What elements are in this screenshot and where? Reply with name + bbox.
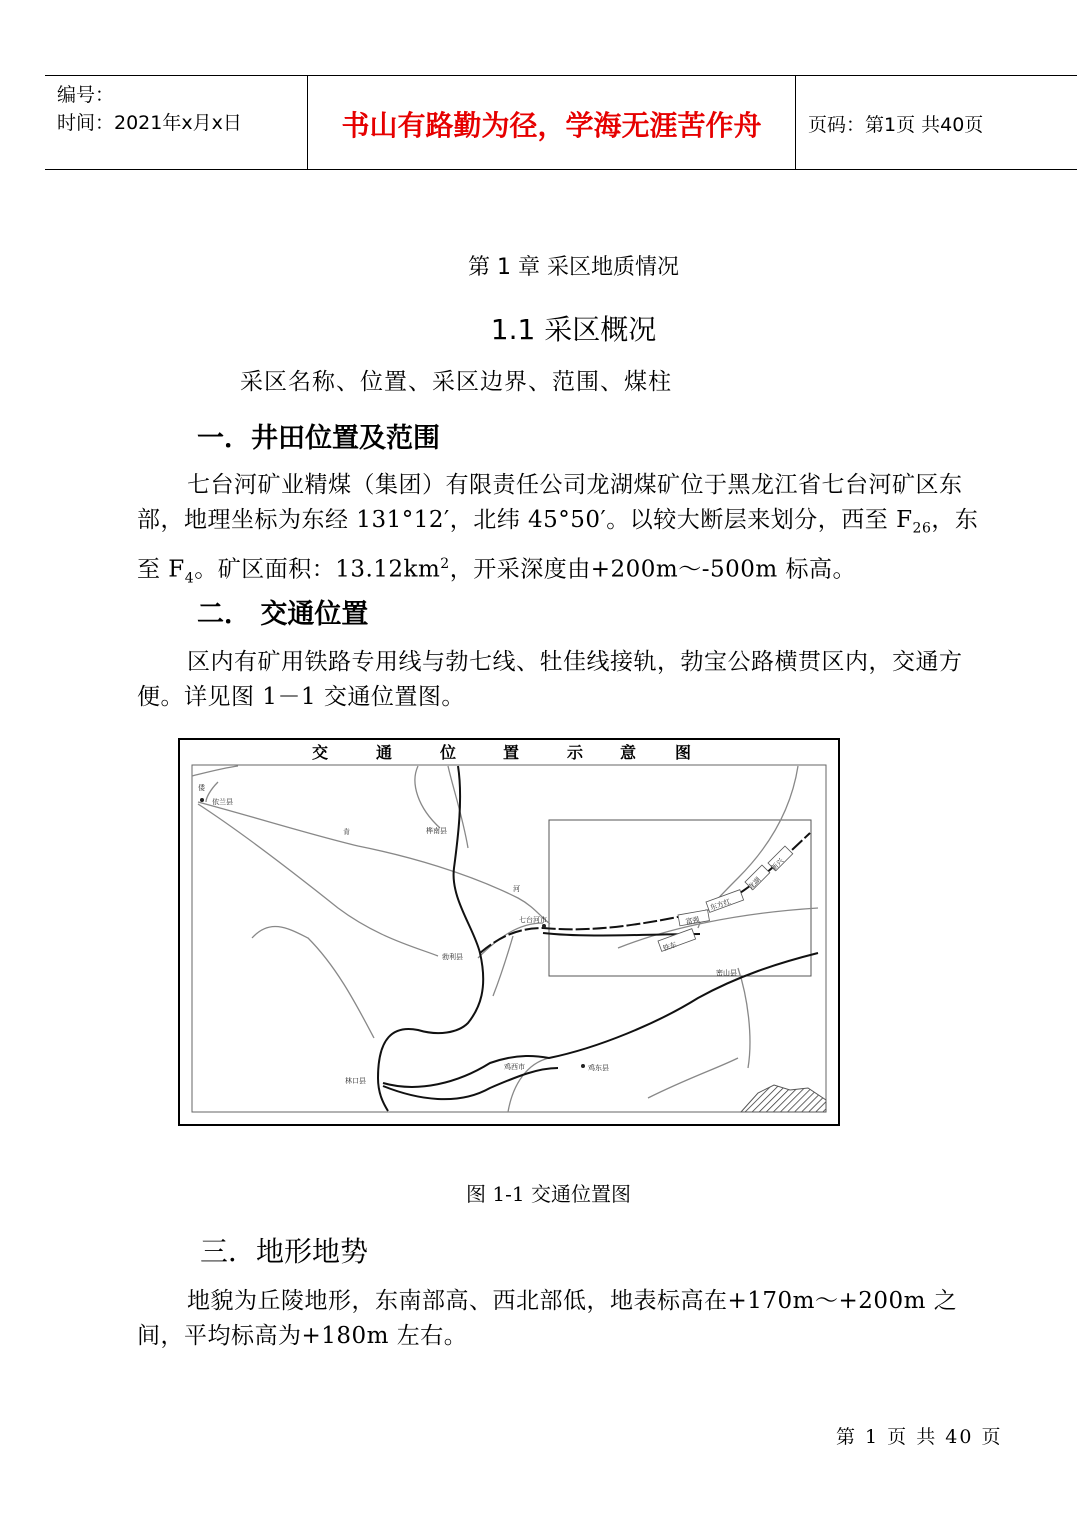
header-page-label: 页码：第1页 共40页	[808, 114, 984, 136]
section-intro: 采区名称、位置、采区边界、范围、煤柱	[240, 369, 672, 395]
map-label-fuqiang: 富强	[684, 915, 701, 926]
map-label-dongfanghong: 东方红	[709, 897, 732, 912]
heading-mine-location: 一．井田位置及范围	[197, 423, 440, 454]
map-title-char: 意	[619, 743, 637, 762]
transport-location-map	[178, 738, 840, 1126]
map-label-yilan: 依兰县	[212, 798, 233, 806]
map-label-jixi: 鸡西市	[504, 1063, 525, 1071]
map-label-mishan: 密山县	[716, 969, 737, 977]
header-left-cell	[45, 76, 308, 169]
map-label-river: 河	[513, 885, 520, 893]
map-label-boli: 勃利县	[442, 953, 463, 961]
section-title: 1.1 采区概况	[490, 313, 657, 346]
map-label-river: 肯	[343, 828, 350, 836]
map-label-qitaihe: 七台河市	[519, 916, 547, 924]
header-motto: 书山有路勤为径，学海无涯苦作舟	[341, 109, 762, 142]
map-title-char: 交	[311, 743, 329, 762]
map-label-river: 倭	[198, 784, 205, 792]
map-label-jidong: 鸡东县	[588, 1064, 609, 1072]
header-middle-cell	[308, 76, 796, 169]
map-label-linkou: 林口县	[345, 1077, 366, 1085]
paragraph-transport: 区内有矿用铁路专用线与勃七线、牡佳线接轨，勃宝公路横贯区内，交通方便。详见图 1－1 交通位置图。	[137, 649, 963, 710]
map-title-char: 通	[375, 743, 393, 762]
map-title-char: 位	[439, 743, 457, 762]
page-footer: 第 1 页 共 40 页	[836, 1426, 1003, 1448]
map-title-char: 置	[502, 743, 520, 762]
header-table	[45, 75, 1077, 170]
map-title-char: 示	[566, 743, 584, 762]
document-time-label: 时间：2021年x月x日	[57, 112, 242, 134]
map-label-huanan: 桦南县	[426, 827, 447, 835]
map-label-xinxing: 新兴	[769, 856, 786, 873]
map-label-longhu: 龙湖	[746, 875, 763, 892]
map-label-tiedong: 铁东	[661, 940, 678, 953]
paragraph-terrain: 地貌为丘陵地形，东南部高、西北部低，地表标高在+170m～+200m 之间，平均标高为+180m 左右。	[137, 1288, 958, 1349]
document-number-label: 编号：	[57, 84, 115, 106]
figure-caption: 图 1-1 交通位置图	[466, 1182, 631, 1206]
heading-transport: 二． 交通位置	[197, 599, 369, 630]
chapter-title: 第 1 章 采区地质情况	[468, 255, 679, 280]
paragraph-mine-location: 七台河矿业精煤（集团）有限责任公司龙湖煤矿位于黑龙江省七台河矿区东部，地理坐标为东经 131°12′，北纬 45°50′。以较大断层来划分，西至 $F_{26}$，东至 $F_4$。矿区面积：$13.12km^2$，开采深度由+200m～-500m 标高。	[137, 472, 979, 586]
map-title-char: 图	[674, 743, 692, 762]
header-right-cell	[796, 76, 1077, 169]
heading-terrain: 三．地形地势	[200, 1235, 369, 1268]
